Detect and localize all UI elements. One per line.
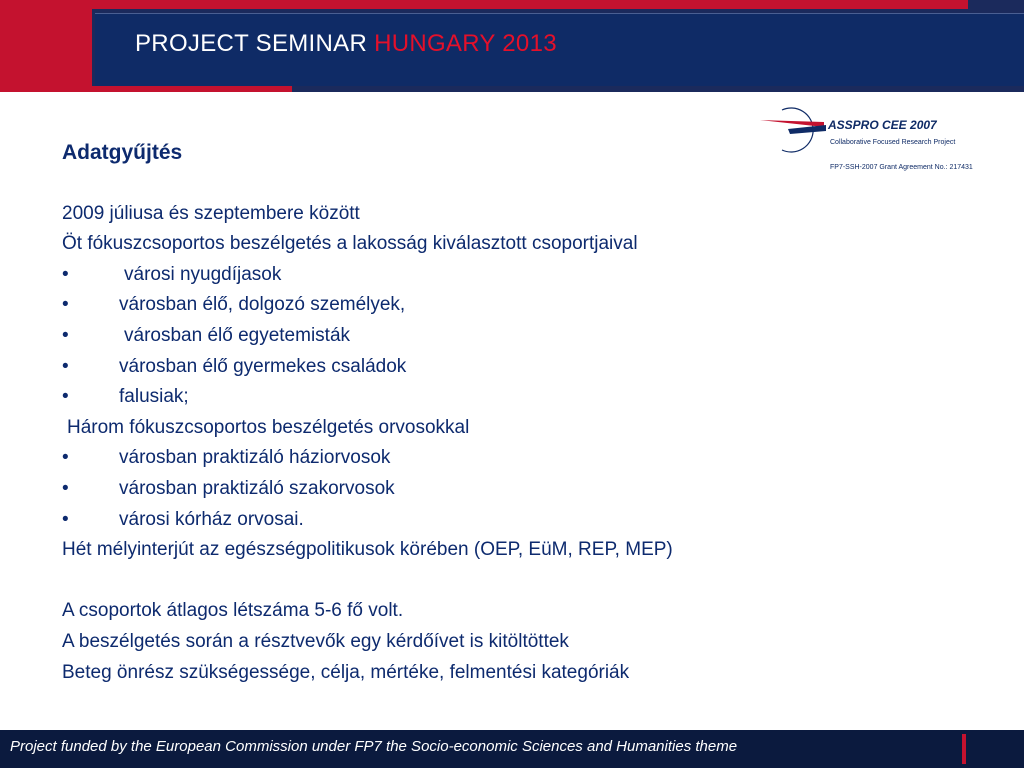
list-item-text: városban élő gyermekes családok: [119, 355, 407, 377]
footer-red-mark: [962, 734, 966, 764]
bullet-icon: •: [62, 294, 69, 316]
list-item: [62, 474, 962, 505]
list-item-text: falusiak;: [119, 386, 189, 408]
bullet-icon: •: [62, 324, 69, 346]
list-item: [62, 505, 962, 536]
list-item: [62, 382, 962, 413]
page-title: [135, 30, 557, 58]
interviews-line: Hét mélyinterjút az egészségpolitikusok körében (OEP, EüM, REP, MEP): [62, 539, 673, 561]
list-item-text: városban élő, dolgozó személyek,: [119, 294, 406, 316]
logo-subtitle: Collaborative Focused Research Project: [830, 139, 956, 146]
logo-name: ASSPRO CEE 2007: [828, 118, 937, 132]
groups-intro: Öt fókuszcsoportos beszélgetés a lakosság kiválasztott csoportjaival: [62, 233, 638, 255]
list-item: [62, 260, 962, 291]
title-accent: HUNGARY 2013: [374, 30, 557, 57]
bullet-icon: •: [62, 355, 69, 377]
list-item-text: városi kórház orvosai.: [119, 508, 304, 530]
footer-text: Project funded by the European Commission under FP7 the Socio-economic Sciences and Humanities theme: [10, 738, 738, 755]
bullet-icon: •: [62, 447, 69, 469]
summary-line: A csoportok átlagos létszáma 5-6 fő volt.: [62, 600, 404, 622]
list-item: [62, 352, 962, 383]
summary-line: Beteg önrész szükségessége, célja, mértéke, felmentési kategóriák: [62, 661, 630, 683]
list-item: [62, 321, 962, 352]
section-heading: Adatgyűjtés: [62, 141, 183, 164]
list-item: [62, 290, 962, 321]
logo-grant: FP7-SSH-2007 Grant Agreement No.: 217431: [830, 164, 973, 171]
footer-bar: [0, 730, 1024, 768]
spacer: [62, 566, 962, 597]
header-red-underline: [92, 86, 292, 92]
slide-content: [62, 138, 962, 688]
title-main: PROJECT SEMINAR: [135, 30, 375, 57]
header-red-stripe: [92, 0, 968, 9]
bullet-icon: •: [62, 263, 69, 285]
list-item-text: városban praktizáló szakorvosok: [119, 477, 395, 499]
bullet-icon: •: [62, 386, 69, 408]
list-item-text: városban élő egyetemisták: [124, 324, 351, 346]
list-item: [62, 443, 962, 474]
header-banner: [0, 0, 1024, 92]
header-red-block: [0, 0, 92, 92]
period-line: 2009 júliusa és szeptembere között: [62, 202, 360, 224]
bullet-icon: •: [62, 477, 69, 499]
bullet-icon: •: [62, 508, 69, 530]
spacer: [62, 168, 962, 199]
doctors-intro: Három fókuszcsoportos beszélgetés orvosokkal: [67, 416, 470, 438]
summary-line: A beszélgetés során a résztvevők egy kérdőívet is kitöltöttek: [62, 630, 569, 652]
list-item-text: városi nyugdíjasok: [124, 263, 282, 285]
list-item-text: városban praktizáló háziorvosok: [119, 447, 391, 469]
